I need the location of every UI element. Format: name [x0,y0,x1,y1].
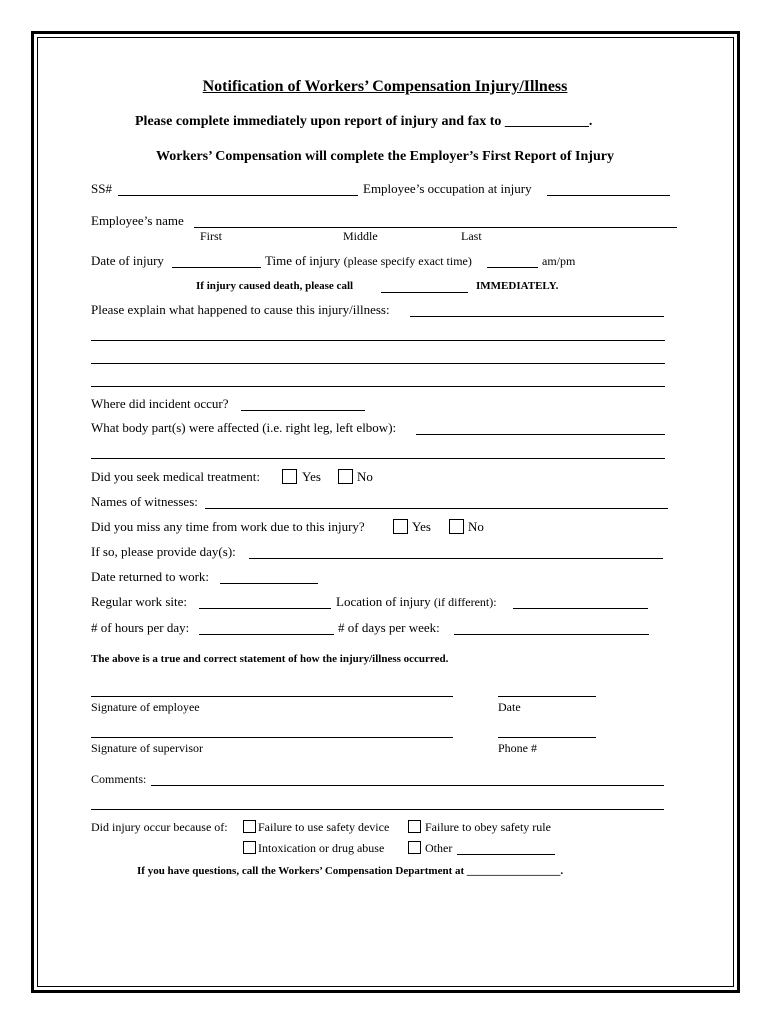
employer-report-note: Workers’ Compensation will complete the Employer’s First Report of Injury [156,149,614,164]
employee-name-field[interactable] [194,227,677,228]
hours-per-day-field[interactable] [199,634,334,635]
days-per-week-label: # of days per week: [338,620,440,635]
employee-date-field[interactable] [498,696,596,697]
occupation-field[interactable] [547,195,670,196]
cause-label: Did injury occur because of: [91,820,228,834]
medical-no-label: No [357,469,373,484]
cause-other-label: Other [425,841,453,855]
date-of-injury-label: Date of injury [91,253,164,268]
fax-instruction-text: Please complete immediately upon report of injury and fax to [135,114,502,129]
incident-location-label: Where did incident occur? [91,396,229,411]
body-parts-field-line-2[interactable] [91,458,665,459]
if-different-note: (if different): [433,595,497,609]
comments-field-line-1[interactable] [151,785,664,786]
cause-safety-rule-checkbox[interactable] [408,820,421,833]
explain-label: Please explain what happened to cause this injury/illness: [91,302,390,317]
occupation-label: Employee’s occupation at injury [363,181,532,196]
location-of-injury-text: Location of injury [336,594,431,609]
location-of-injury-field[interactable] [513,608,648,609]
death-call-tail: IMMEDIATELY. [476,280,559,292]
medical-treatment-label: Did you seek medical treatment: [91,469,260,484]
explain-field-line-2[interactable] [91,340,665,341]
time-of-injury-field[interactable] [487,267,538,268]
incident-location-field[interactable] [241,410,365,411]
comments-label: Comments: [91,772,147,786]
date-returned-field[interactable] [220,583,318,584]
date-returned-label: Date returned to work: [91,569,210,584]
name-first-label: First [200,229,223,243]
phone-label: Phone # [498,741,537,755]
fax-number-blank[interactable]: ____________. [504,114,593,129]
witnesses-label: Names of witnesses: [91,494,198,509]
cause-safety-rule-label: Failure to obey safety rule [425,820,551,834]
missed-work-no-checkbox[interactable] [449,519,464,534]
medical-yes-label: Yes [302,469,321,484]
witnesses-field[interactable] [205,508,668,509]
employee-name-label: Employee’s name [91,213,184,228]
ss-label: SS# [91,181,112,196]
days-field[interactable] [249,558,663,559]
name-last-label: Last [461,229,482,243]
location-of-injury-label [336,594,497,610]
cause-intoxication-label: Intoxication or drug abuse [258,841,385,855]
medical-no-checkbox[interactable] [338,469,353,484]
questions-phone-blank[interactable]: _________________. [466,865,564,877]
regular-site-field[interactable] [199,608,331,609]
death-call-label: If injury caused death, please call [196,280,354,292]
medical-yes-checkbox[interactable] [282,469,297,484]
date-of-injury-field[interactable] [172,267,261,268]
signature-supervisor-label: Signature of supervisor [91,741,203,755]
ampm-label: am/pm [542,254,576,268]
body-parts-label: What body part(s) were affected (i.e. right leg, left elbow): [91,420,397,435]
regular-site-label: Regular work site: [91,594,188,609]
missed-work-no-label: No [468,519,484,534]
name-middle-label: Middle [343,229,378,243]
time-note: (please specify exact time) [343,254,472,268]
fax-instruction [135,114,592,130]
employee-signature-field[interactable] [91,696,453,697]
ss-field[interactable] [118,195,358,196]
page-border-inner [37,37,734,987]
questions-note [137,865,563,877]
cause-intoxication-checkbox[interactable] [243,841,256,854]
hours-per-day-label: # of hours per day: [91,620,190,635]
true-statement: The above is a true and correct statement of how the injury/illness occurred. [91,653,449,665]
explain-field-line-4[interactable] [91,386,665,387]
explain-field-line-1[interactable] [410,316,664,317]
time-of-injury-label [265,253,472,269]
supervisor-signature-field[interactable] [91,737,453,738]
supervisor-phone-field[interactable] [498,737,596,738]
days-per-week-field[interactable] [454,634,649,635]
cause-other-checkbox[interactable] [408,841,421,854]
cause-other-field[interactable] [457,854,555,855]
cause-safety-device-checkbox[interactable] [243,820,256,833]
form-title: Notification of Workers’ Compensation Injury/Illness [202,78,568,95]
questions-note-text: If you have questions, call the Workers’ Compensation Department at [137,865,465,877]
days-label: If so, please provide day(s): [91,544,236,559]
missed-work-label: Did you miss any time from work due to this injury? [91,519,365,534]
body-parts-field-line-1[interactable] [416,434,665,435]
death-call-field[interactable] [381,292,468,293]
comments-field-line-2[interactable] [91,809,664,810]
date-label: Date [498,700,521,714]
cause-safety-device-label: Failure to use safety device [258,820,390,834]
missed-work-yes-label: Yes [412,519,431,534]
missed-work-yes-checkbox[interactable] [393,519,408,534]
time-of-injury-text: Time of injury [265,253,341,268]
signature-employee-label: Signature of employee [91,700,200,714]
explain-field-line-3[interactable] [91,363,665,364]
